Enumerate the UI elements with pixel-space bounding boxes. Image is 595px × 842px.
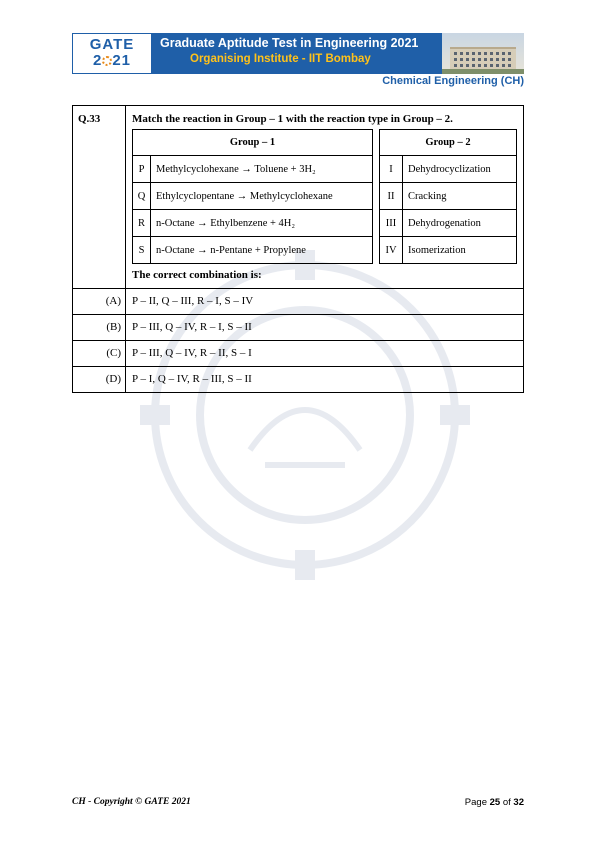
table-row: R n-Octane → Ethylbenzene + 4H₂ III Dehydrogenation [133,210,517,237]
question-text: Match the reaction in Group – 1 with the reaction type in Group – 2. [132,113,453,125]
copyright-footer: CH - Copyright © GATE 2021 [72,797,191,807]
option-c-text: P – III, Q – IV, R – II, S – I [132,347,252,359]
option-a-label: (A) [105,295,121,307]
gear-icon [102,56,112,66]
gate-logo [72,33,152,74]
question-box [72,105,524,393]
table-row: P Methylcyclohexane → Toluene + 3H₂ I Dehydrocyclization [133,156,517,183]
option-b-text: P – III, Q – IV, R – I, S – II [132,321,252,333]
gate-logo-year: 2 21 [92,52,132,69]
match-table [132,129,517,264]
option-d-text: P – I, Q – IV, R – III, S – II [132,373,252,385]
question-number: Q.33 [78,113,101,125]
subject-title: Chemical Engineering (CH) [382,75,524,87]
institute-building-image [442,33,524,74]
option-b-label: (B) [106,321,121,333]
exam-header-banner [72,33,524,74]
option-c-label: (C) [106,347,121,359]
option-a-text: P – II, Q – III, R – I, S – IV [132,295,254,307]
group2-header: Group – 2 [380,130,517,156]
page-number: Page 25 of 32 [464,797,524,808]
table-row: S n-Octane → n-Pentane + Propylene IV Isomerization [133,237,517,264]
table-row: Q Ethylcyclopentane → Methylcyclohexane II Cracking [133,183,517,210]
group1-header: Group – 1 [133,130,373,156]
organising-institute: Organising Institute - IIT Bombay [190,53,371,65]
option-d-label: (D) [105,373,121,385]
exam-title: Graduate Aptitude Test in Engineering 2021 [160,36,419,50]
combination-prompt: The correct combination is: [132,269,262,281]
gate-logo-text: GATE [89,36,135,53]
